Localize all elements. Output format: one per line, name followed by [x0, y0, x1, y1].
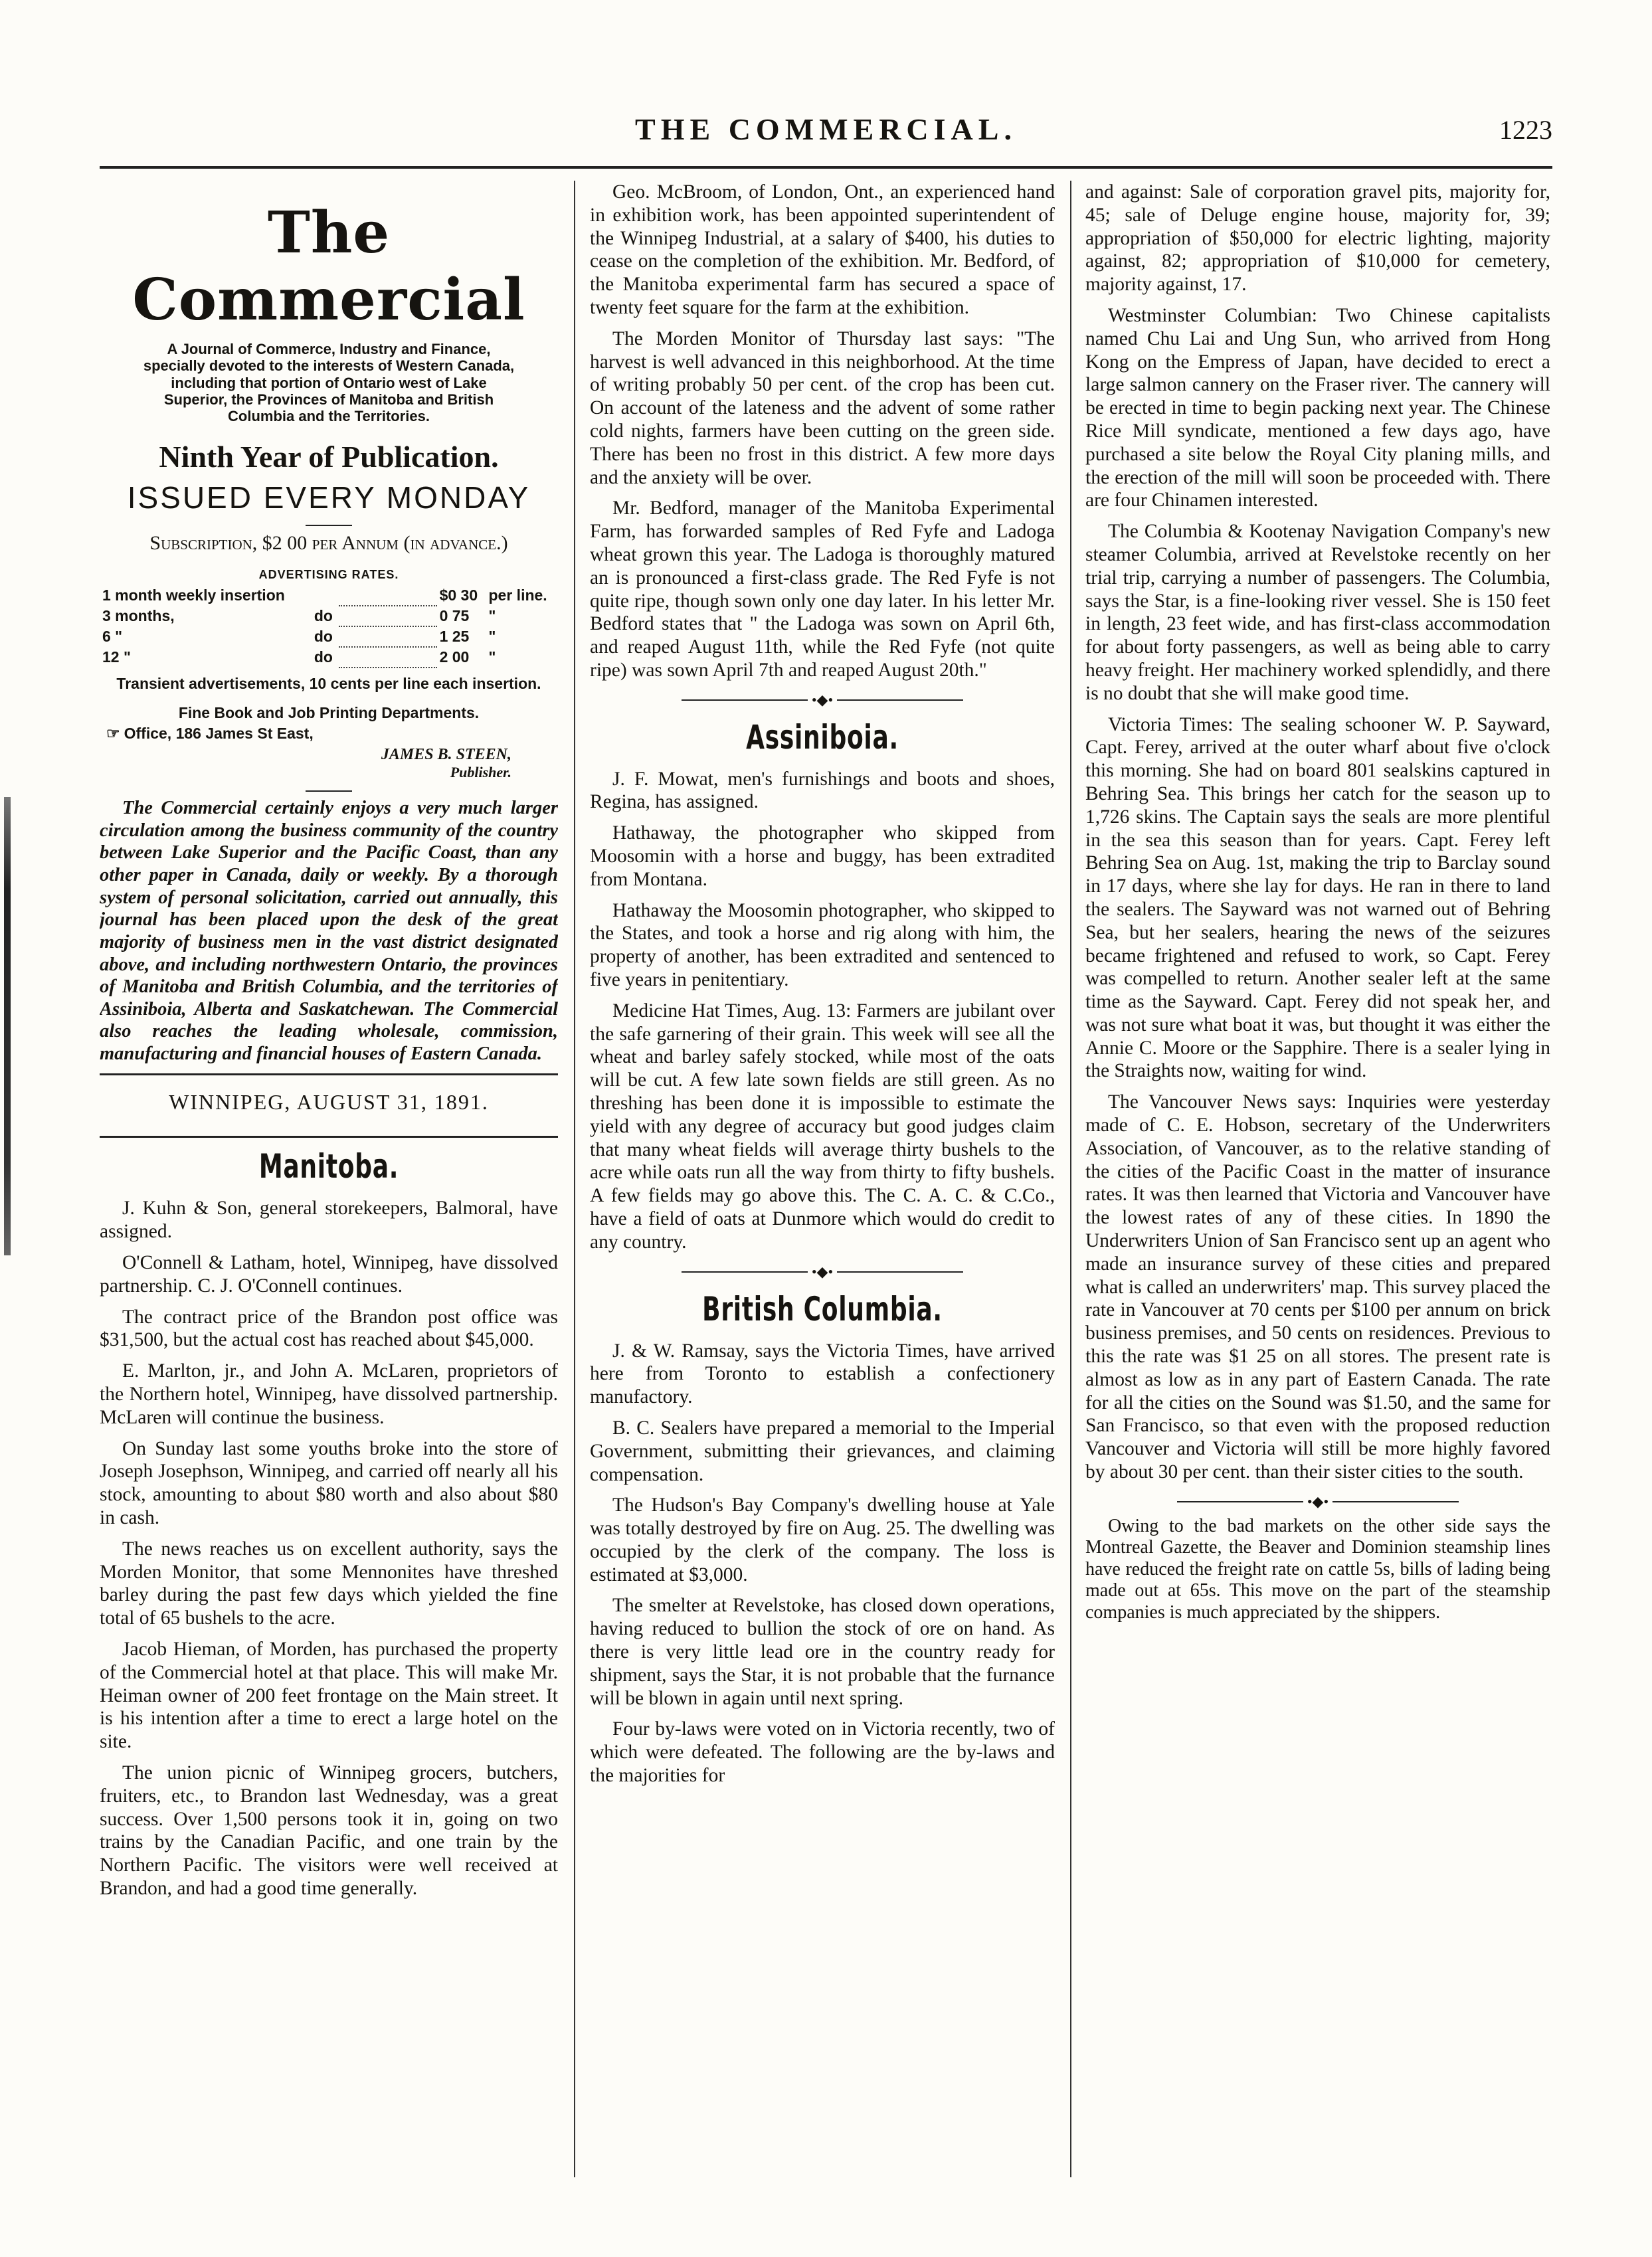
news-paragraph: Jacob Hieman, of Morden, has purchased the property of the Commercial hotel at that place. This will make Mr. Heiman owner of 200 feet frontage on the Main street. It is his intention after a time to erect a large hotel on the site.: [100, 1638, 558, 1753]
rate-unit: ": [488, 606, 496, 624]
rate-price: $0 30: [439, 586, 478, 604]
news-paragraph: The news reaches us on excellent authority, says the Morden Monitor, that some Mennonites have threshed barley during the past few days which yielded the fine total of 65 bushels to the acre.: [100, 1538, 558, 1629]
issue-frequency: ISSUED EVERY MONDAY: [127, 480, 531, 515]
publisher-title: Publisher.: [450, 764, 511, 781]
news-paragraph: Hathaway, the photographer who skipped from Moosomin with a horse and buggy, has been extradited from Montana.: [590, 822, 1055, 890]
masthead-title: The Commercial: [132, 199, 525, 334]
news-paragraph: Owing to the bad markets on the other side says the Montreal Gazette, the Beaver and Dominion steamship lines have reduced the freight rate on cattle 5s, bills of lading being made out at 65s. This move on the part of the steamship companies is much appreciated by the shippers.: [1085, 1515, 1550, 1623]
rate-unit: ": [488, 627, 496, 645]
ornament-mark: •◆•: [1307, 1492, 1329, 1510]
rate-row: [100, 647, 558, 668]
news-paragraph: and against: Sale of corporation gravel pits, majority for, 45; sale of Deluge engine house, majority for, 39; appropriation of $50,000 for electric lighting, majority against, 82; appropriation of $10,000 for cemetery, majority against, 17.: [1085, 181, 1550, 296]
news-paragraph: Victoria Times: The sealing schooner W. P. Sayward, Capt. Ferey, arrived at the outer wharf about five o'clock this morning. She had on board 801 sealskins captured in Behring Sea. This brings her catch for the season up to 1,726 skins. The Captain says the seals are more plentiful in the sea this season than for years. Capt. Ferey left Behring Sea on Aug. 1st, making the trip to Barclay sound in 17 days, where she lay for days. He ran in there to land the sealers. The Sayward was not warned out of Behring Sea, but her sealers, hearing the news of the seizures became frightened and refused to work, so Capt. Ferey was compelled to return. Another sealer left at the same time as the Sayward. Capt. Ferey did not speak her, and was not sure what boat it was, but thought it was either the Annie C. Moore or the Sapphire. There is a sealer lying in the Straights now, waiting for wind.: [1085, 713, 1550, 1082]
rate-period: 6 ": [102, 627, 123, 645]
short-rule: [306, 790, 352, 792]
news-paragraph: J. Kuhn & Son, general storekeepers, Balmoral, have assigned.: [100, 1198, 558, 1243]
rate-row: [100, 626, 558, 647]
column-2: [590, 181, 1055, 2177]
section-heading-british-columbia: British Columbia.: [702, 1289, 943, 1328]
news-paragraph: The union picnic of Winnipeg grocers, butchers, fruiters, etc., to Brandon last Wednesday, was a great success. Over 1,500 persons took it in, going on two trains by the Canadian Pacific, and one train by the Northern Pacific. The visitors were well received at Brandon, and had a good time generally.: [100, 1761, 558, 1899]
news-paragraph: O'Connell & Latham, hotel, Winnipeg, have dissolved partnership. C. J. O'Connell continues.: [100, 1252, 558, 1297]
column-1: [100, 181, 558, 2177]
section-divider: [1085, 1492, 1550, 1510]
page-number: 1223: [1499, 115, 1552, 145]
running-title: THE COMMERCIAL.: [635, 112, 1017, 146]
page-header: [100, 112, 1552, 151]
news-paragraph: J. & W. Ramsay, says the Victoria Times, have arrived here from Toronto to establish a confectionery manufactory.: [590, 1340, 1055, 1408]
section-heading-manitoba: Manitoba.: [258, 1147, 399, 1186]
ornament-mark: •◆•: [811, 691, 834, 708]
section-heading-assiniboia: Assiniboia.: [746, 717, 899, 757]
advertising-rates-heading: ADVERTISING RATES.: [258, 568, 399, 582]
news-paragraph: The contract price of the Brandon post office was $31,500, but the actual cost has reached about $45,000.: [100, 1306, 558, 1351]
advertising-rates-table: [100, 585, 558, 669]
news-paragraph: On Sunday last some youths broke into the store of Joseph Josephson, Winnipeg, and carried off nearly all his stock, amounting to about $80 worth and also about $80 in cash.: [100, 1437, 558, 1528]
rate-price: 0 75: [439, 606, 470, 624]
dateline: WINNIPEG, AUGUST 31, 1891.: [169, 1089, 489, 1114]
rate-price: 2 00: [439, 648, 470, 666]
news-paragraph: Medicine Hat Times, Aug. 13: Farmers are jubilant over the safe garnering of their grain. This week will see all the wheat and barley safely stocked, while most of the oats will be cut. A few late sown fields are still green. As no threshing has been done it is impossible to estimate the yield with any degree of accuracy but good judges claim that many wheat fields will average thirty bushels to the acre while oats run all the way from thirty to fifty bushels. A few fields may go above this. The C. A. C. & C.Co., have a field of oats at Dunmore which would do credit to any country.: [590, 1000, 1055, 1253]
rate-row: [100, 585, 558, 606]
publication-year-line: Ninth Year of Publication.: [159, 440, 499, 474]
column-divider: [574, 181, 575, 2177]
news-paragraph: Hathaway the Moosomin photographer, who skipped to the States, and took a horse and rig along with him, the property of another, has been extradited and sentenced to five years in penitentiary.: [590, 899, 1055, 991]
rate-period: 3 months,: [102, 606, 175, 624]
rate-unit: ": [488, 648, 496, 666]
rate-period: 1 month weekly insertion: [102, 586, 285, 604]
news-paragraph: The Morden Monitor of Thursday last says: "The harvest is well advanced in this neighborhood. At the time of writing probably 50 per cent. of the crop has been cut. On account of the lateness and the advent of some rather cold nights, farmers have been cutting on the green side. There has been no frost in this district. A few more days and the anxiety will be over.: [590, 327, 1055, 488]
rate-ditto: do: [314, 648, 333, 666]
circulation-notice: The Commercial certainly enjoys a very much larger circulation among the business community of the country between Lake Superior and the Pacific Coast, than any other paper in Canada, daily or weekly. By a thorough system of personal solicitation, carried out annually, this journal has been placed upon the desk of the great majority of business men in the vast district designated above, and including northwestern Ontario, the provinces of Manitoba and British Columbia, and the territories of Assiniboia, Alberta and Saskatchewan. The Commercial also reaches the leading wholesale, commission, manufacturing and financial houses of Eastern Canada.: [100, 798, 558, 1065]
short-rule: [306, 525, 352, 526]
section-divider: [590, 1262, 1055, 1281]
section-divider: [590, 690, 1055, 709]
leader-dots: [339, 585, 437, 606]
rate-ditto: do: [314, 606, 333, 624]
leader-dots: [339, 606, 437, 626]
news-paragraph: Westminster Columbian: Two Chinese capitalists named Chu Lai and Ung Sun, who arrived from Hong Kong on the Empress of Japan, have decided to erect a large salmon cannery on the Fraser river. The cannery will be erected in time to begin packing next year. The Chinese Rice Mill syndicate, mentioned a few days ago, have purchased a site below the Royal City planing mills, and the erection of the mill will soon be proceeded with. There are four Chinamen interested.: [1085, 304, 1550, 511]
rate-period: 12 ": [102, 648, 131, 666]
news-paragraph: B. C. Sealers have prepared a memorial to the Imperial Government, submitting their grievances, and claiming compensation.: [590, 1417, 1055, 1485]
binding-margin-mark: [4, 797, 11, 1255]
news-paragraph: Four by-laws were voted on in Victoria recently, two of which were defeated. The following are the by-laws and the majorities for: [590, 1718, 1055, 1787]
news-paragraph: J. F. Mowat, men's furnishings and boots and shoes, Regina, has assigned.: [590, 768, 1055, 813]
dateline-rule: [100, 1136, 558, 1138]
column-3: [1085, 181, 1550, 2177]
news-paragraph: E. Marlton, jr., and John A. McLaren, proprietors of the Northern hotel, Winnipeg, have dissolved partnership. McLaren will continue the business.: [100, 1360, 558, 1428]
rate-ditto: do: [314, 627, 333, 645]
printing-departments: Fine Book and Job Printing Departments.: [178, 703, 480, 721]
office-address: [106, 725, 558, 743]
news-paragraph: Geo. McBroom, of London, Ont., an experienced hand in exhibition work, has been appointed superintendent of the Winnipeg Industrial, at a salary of $400, his duties to cease on the completion of the exhibition. Mr. Bedford, of the Manitoba experimental farm has secured a space of twenty feet square for the farm at the exhibition.: [590, 181, 1055, 318]
leader-dots: [339, 626, 437, 647]
pointing-hand-icon: ☞: [106, 724, 120, 742]
publisher-name: JAMES B. STEEN,: [381, 745, 511, 763]
subscription-line: Subscription, $2 00 per Annum (in advance.): [149, 531, 508, 554]
news-paragraph: The Vancouver News says: Inquiries were yesterday made of C. E. Hobson, secretary of the Underwriters Association, of Vancouver, as to the relative standing of the cities of the Pacific Coast in the matter of insurance rates. It was then learned that Victoria and Vancouver have the lowest rates of any of these cities. In 1890 the Underwriters Union of San Francisco sent up an agent who made an insurance survey of these cities and prepared what is called an underwriters' map. This survey placed the rate in Vancouver at 70 cents per $100 per annum on brick business premises, and 50 cents on residences. Previous to this the rate was $1 25 on all stores. The present rate is almost as low as in any part of Eastern Canada. The rate for all the cities on the Sound was $1.50, and the same for San Francisco, so that even with the proposed reduction Vancouver and Victoria will still be more highly favored by about 30 per cent. than their sister cities to the south.: [1085, 1091, 1550, 1483]
office-address-text: Office, 186 James St East,: [124, 724, 314, 742]
leader-dots: [339, 647, 437, 668]
column-divider: [1070, 181, 1071, 2177]
ornament-mark: •◆•: [811, 1263, 834, 1280]
news-paragraph: The smelter at Revelstoke, has closed down operations, having reduced to bullion the stock of ore on hand. As there is very little lead ore in the country ready for shipment, says the Star, it is not probable that the furnance will be blown in again until next spring.: [590, 1595, 1055, 1709]
header-rule: [100, 166, 1552, 169]
transient-ad-rate: Transient advertisements, 10 cents per line each insertion.: [116, 675, 541, 693]
news-paragraph: The Columbia & Kootenay Navigation Company's new steamer Columbia, arrived at Revelstoke recently on her trial trip, carrying a number of passengers. The Columbia, says the Star, is a fine-looking river vessel. She is 150 feet in length, 23 feet wide, and has first-class accommodation for about forty passengers, as well as being able to carry heavy freight. Her machinery worked splendidly, and there is no doubt that she will make good time.: [1085, 521, 1550, 704]
rate-row: [100, 606, 558, 626]
rate-price: 1 25: [439, 627, 470, 645]
news-paragraph: The Hudson's Bay Company's dwelling house at Yale was totally destroyed by fire on Aug. 25. The dwelling was occupied by the clerk of the company. The loss is estimated at $3,000.: [590, 1494, 1055, 1585]
rate-unit: per line.: [488, 586, 547, 604]
rate-ditto: [312, 585, 339, 606]
masthead-description: A Journal of Commerce, Industry and Finance, specially devoted to the interests of Western Canada, including that portion of Ontario west of Lake Superior, the Provinces of Manitoba and British Columbia and the Territories.: [143, 340, 515, 425]
news-paragraph: Mr. Bedford, manager of the Manitoba Experimental Farm, has forwarded samples of Red Fyfe and Ladoga wheat grown this year. The Ladoga is thoroughly matured an is pronounced a first-class grade. The Red Fyfe is not quite ripe, though sown only one day later. In his letter Mr. Bedford states that " the Ladoga was sown on April 6th, and reaped August 11th, while the Red Fyfe (not quite ripe) was sown April 7th and reaped August 20th.": [590, 497, 1055, 681]
